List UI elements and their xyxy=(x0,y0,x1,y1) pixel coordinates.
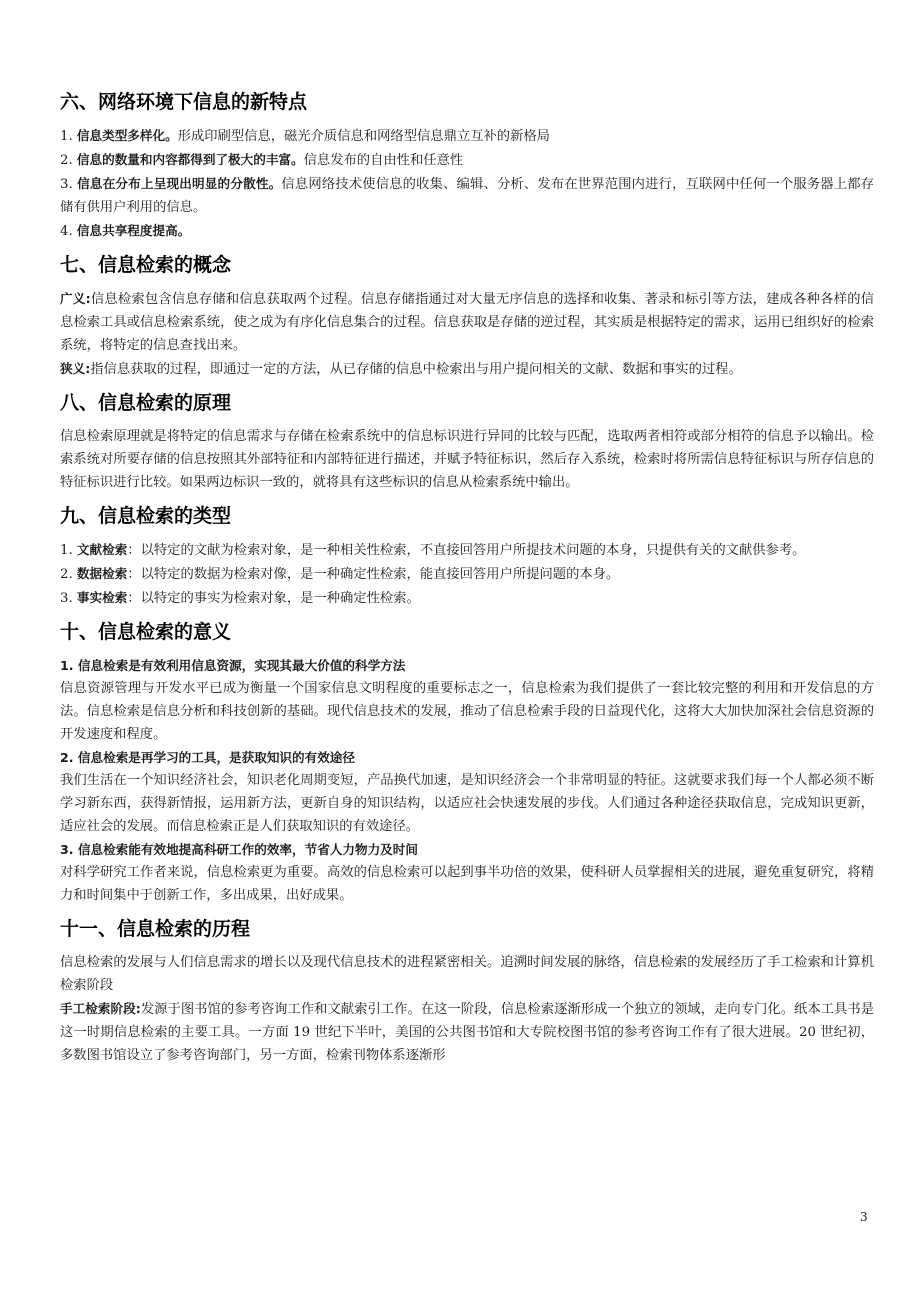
sec10-subheading-1: 1. 信息检索是有效利用信息资源，实现其最大价值的科学方法 xyxy=(60,658,406,673)
section-6-title: 六、网络环境下信息的新特点 xyxy=(60,91,308,113)
section-9-title: 九、信息检索的类型 xyxy=(60,505,232,527)
item-text: 形成印刷型信息，磁光介质信息和网络型信息鼎立互补的新格局 xyxy=(177,129,550,144)
narrow-text: 指信息获取的过程，即通过一定的方法，从已存储的信息中检索出与用户提问相关的文献、数据和事实的过程。 xyxy=(90,362,742,377)
item-text: ：以特定的事实为检索对象，是一种确定性检索。 xyxy=(127,591,420,606)
item-bold: 信息在分布上呈现出明显的分散性。 xyxy=(77,176,282,191)
sec10-text-3: 对科学研究工作者来说，信息检索更为重要。高效的信息检索可以起到事半功倍的效果，使科研人员掌握相关的进展，避免重复研究，将精力和时间集中于创新工作，多出成果，出好成果。 xyxy=(60,865,874,903)
broad-text: 信息检索包含信息存储和信息获取两个过程。信息存储指通过对大量无序信息的选择和收集、著录和标引等方法，建成各种各样的信息检索工具或信息检索系统，使之成为有序化信息集合的过程。信息获取是存储的逆过程，其实质是根据特定的需求，运用已组织好的检索系统，将特定的信息查找出来。 xyxy=(60,292,875,353)
section-11-title: 十一、信息检索的历程 xyxy=(60,918,251,940)
item-bold: 信息类型多样化。 xyxy=(76,128,178,143)
manual-text: 发源于图书馆的参考咨询工作和文献索引工作。在这一阶段，信息检索逐渐形成一个独立的领域，走向专门化。纸本工具书是这一时期信息检索的主要工具。一方面 19 世纪下半叶，美国的公共图书馆和大专院校图书馆的参考咨询工作有了很大进展。20 世纪初，多数图书馆设立了参考咨询部门，另一方面，检索刊物体系逐渐形 xyxy=(60,1002,874,1063)
item-bold: 数据检索 xyxy=(76,566,128,581)
section-7-title: 七、信息检索的概念 xyxy=(60,254,232,276)
narrow-label: 狭义: xyxy=(60,361,91,376)
sec9-item-1 xyxy=(60,538,874,562)
sec9-item-3 xyxy=(60,586,874,610)
item-text: 信息网络技术使信息的收集、编辑、分析、发布在世界范围内进行，互联网中任何一个服务器上都存储有供用户利用的信息。 xyxy=(60,177,875,215)
item-bold: 事实检索 xyxy=(76,590,128,605)
sec6-item-4 xyxy=(60,219,874,243)
item-number: 1. xyxy=(60,543,73,558)
sec10-subheading-2: 2. 信息检索是再学习的工具，是获取知识的有效途径 xyxy=(60,750,355,765)
sec10-text-1: 信息资源管理与开发水平已成为衡量一个国家信息文明程度的重要标志之一，信息检索为我们提供了一套比较完整的利用和开发信息的方法。信息检索是信息分析和科技创新的基础。现代信息技术的发展，推动了信息检索手段的日益现代化，这将大大加快加深社会信息资源的开发速度和程度。 xyxy=(60,681,874,742)
section-10-title: 十、信息检索的意义 xyxy=(60,621,232,643)
page-number: 3 xyxy=(860,1210,868,1224)
sec9-item-2 xyxy=(60,562,874,586)
manual-label: 手工检索阶段: xyxy=(60,1001,141,1016)
sec11-manual xyxy=(60,997,874,1067)
item-number: 2. xyxy=(60,567,73,582)
sec6-item-2 xyxy=(60,148,874,172)
item-text: 信息发布的自由性和任意性 xyxy=(303,153,464,168)
broad-label: 广义: xyxy=(60,291,91,306)
section-8-title: 八、信息检索的原理 xyxy=(60,392,232,414)
sec7-narrow xyxy=(60,357,874,381)
sec6-item-3 xyxy=(60,172,874,219)
item-bold: 信息共享程度提高。 xyxy=(76,223,191,238)
item-number: 4. xyxy=(60,224,73,239)
item-number: 1. xyxy=(60,129,73,144)
item-text: ：以特定的文献为检索对象，是一种相关性检索，不直接回答用户所提技术问题的本身，只提供有关的文献供参考。 xyxy=(127,543,806,558)
item-number: 3. xyxy=(60,591,73,606)
sec10-text-2: 我们生活在一个知识经济社会，知识老化周期变短，产品换代加速，是知识经济会一个非常明显的特征。这就要求我们每一个人都必须不断学习新东西，获得新情报，运用新方法，更新自身的知识结构，以适应社会快速发展的步伐。人们通过各种途径获取信息，完成知识更新，适应社会的发展。而信息检索正是人们获取知识的有效途径。 xyxy=(60,773,874,834)
sec7-broad xyxy=(60,287,874,357)
page-content xyxy=(60,88,874,1067)
item-number: 2. xyxy=(60,153,73,168)
sec10-subheading-3: 3. 信息检索能有效地提高科研工作的效率，节省人力物力及时间 xyxy=(60,842,418,857)
item-bold: 信息的数量和内容都得到了极大的丰富。 xyxy=(76,152,304,167)
item-bold: 文献检索 xyxy=(76,542,128,557)
sec11-text: 信息检索的发展与人们信息需求的增长以及现代信息技术的进程紧密相关。追溯时间发展的脉络，信息检索的发展经历了手工检索和计算机检索阶段 xyxy=(60,955,874,993)
sec6-item-1 xyxy=(60,124,874,148)
item-number: 3. xyxy=(60,177,73,192)
sec8-text: 信息检索原理就是将特定的信息需求与存储在检索系统中的信息标识进行异同的比较与匹配，选取两者相符或部分相符的信息予以输出。检索系统对所要存储的信息按照其外部特征和内部特征进行描述，并赋予特征标识，然后存入系统，检索时将所需信息特征标识与所存信息的特征标识进行比较。如果两边标识一致的，就将具有这些标识的信息从检索系统中输出。 xyxy=(60,429,874,490)
item-text: ：以特定的数据为检索对像，是一种确定性检索，能直接回答用户所提问题的本身。 xyxy=(127,567,620,582)
